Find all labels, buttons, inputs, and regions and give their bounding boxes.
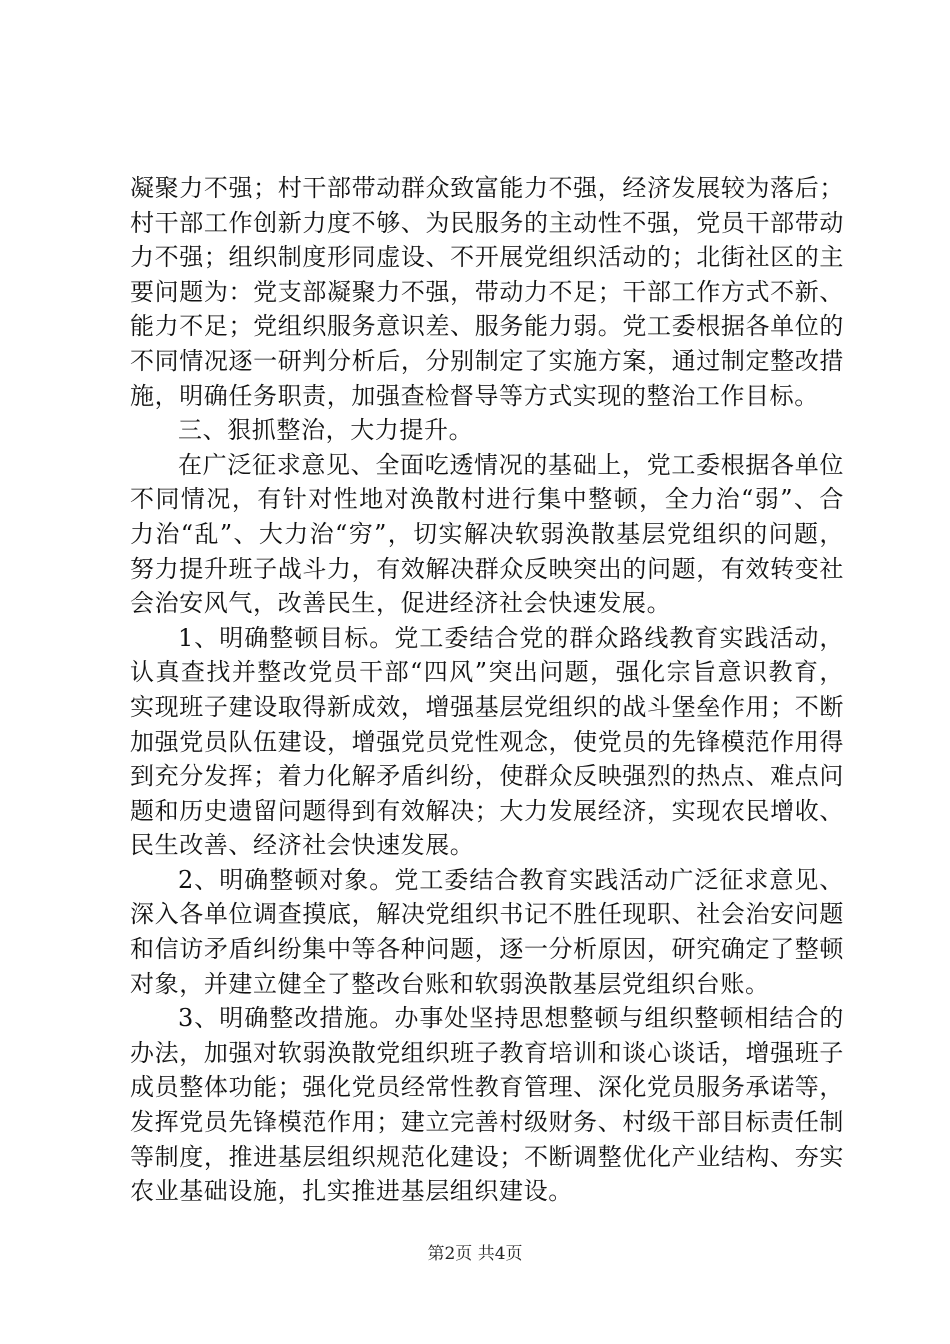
paragraph-continued: 凝聚力不强；村干部带动群众致富能力不强，经济发展较为落后；村干部工作创新力度不够、为民服务的主动性不强，党员干部带动力不强；组织制度形同虚设、不开展党组织活动的；北街社区的主要问题为：党支部凝聚力不强，带动力不足；干部工作方式不新、能力不足；党组织服务意识差、服务能力弱。党工委根据各单位的不同情况逐一研判分析后，分别制定了实施方案，通过制定整改措施，明确任务职责，加强查检督导等方式实现的整治工作目标。 (130, 174, 844, 410)
document-body (130, 171, 844, 1209)
section-heading: 三、狠抓整治，大力提升。 (178, 416, 474, 445)
paragraph: 1、明确整顿目标。党工委结合党的群众路线教育实践活动，认真查找并整改党员干部“四风”突出问题，强化宗旨意识教育，实现班子建设取得新成效，增强基层党组织的战斗堡垒作用；不断加强党员队伍建设，增强党员党性观念，使党员的先锋模范作用得到充分发挥；着力化解矛盾纠纷，使群众反映强烈的热点、难点问题和历史遗留问题得到有效解决；大力发展经济，实现农民增收、民生改善、经济社会快速发展。 (130, 623, 844, 860)
paragraph: 2、明确整顿对象。党工委结合教育实践活动广泛征求意见、深入各单位调查摸底，解决党组织书记不胜任现职、社会治安问题和信访矛盾纠纷集中等各种问题，逐一分析原因，研究确定了整顿对象，并建立健全了整改台账和软弱涣散基层党组织台账。 (130, 865, 844, 998)
page-number-footer: 第2页 共4页 (427, 1244, 523, 1264)
paragraph: 在广泛征求意见、全面吃透情况的基础上，党工委根据各单位不同情况，有针对性地对涣散村进行集中整顿，全力治“弱”、合力治“乱”、大力治“穷”，切实解决软弱涣散基层党组织的问题，努力提升班子战斗力，有效解决群众反映突出的问题，有效转变社会治安风气，改善民生，促进经济社会快速发展。 (130, 450, 844, 618)
paragraph: 3、明确整改措施。办事处坚持思想整顿与组织整顿相结合的办法，加强对软弱涣散党组织班子教育培训和谈心谈话，增强班子成员整体功能；强化党员经常性教育管理、深化党员服务承诺等，发挥党员先锋模范作用；建立完善村级财务、村级干部目标责任制等制度，推进基层组织规范化建设；不断调整优化产业结构、夯实农业基础设施，扎实推进基层组织建设。 (130, 1004, 844, 1206)
